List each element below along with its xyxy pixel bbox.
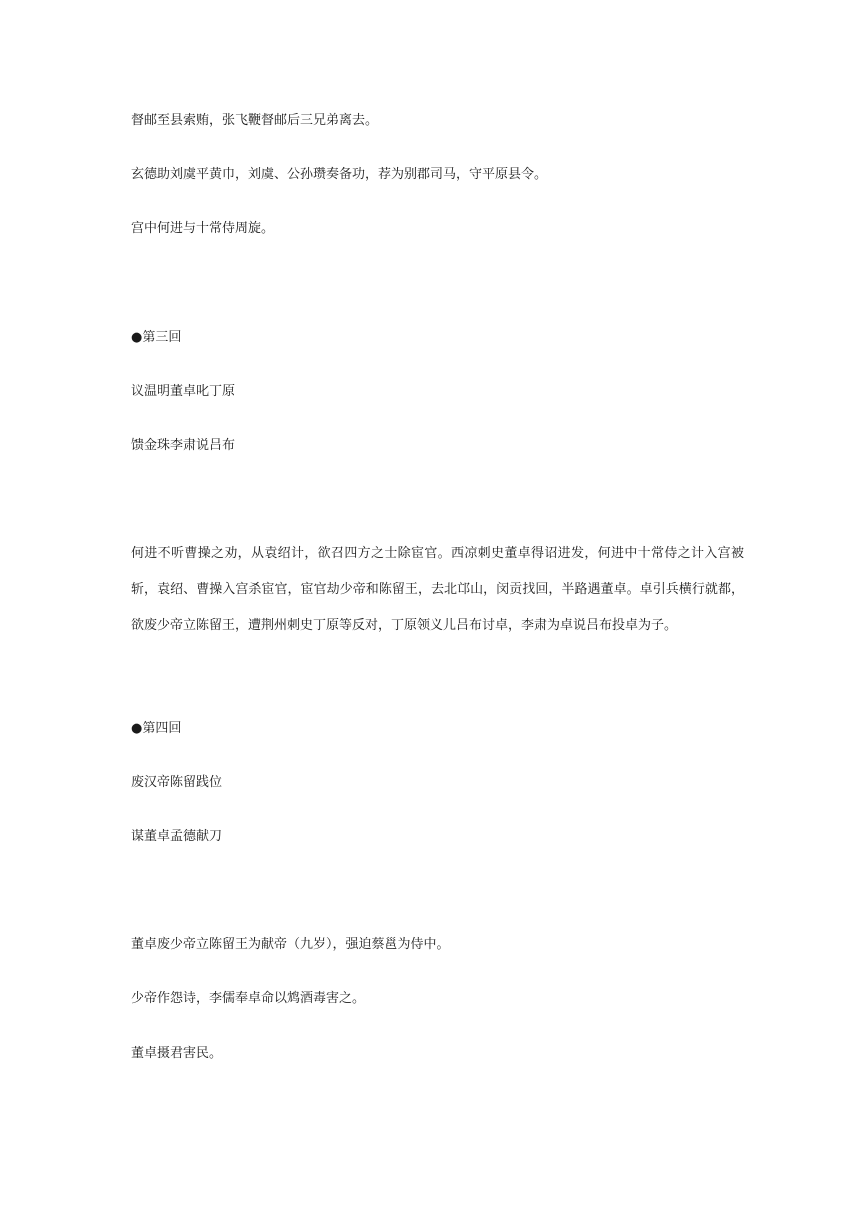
chapter-4-line-2: 少帝作怨诗，李儒奉卓命以鸩酒毒害之。 (131, 991, 366, 1006)
chapter-3-title-2: 馈金珠李肃说吕布 (131, 438, 236, 453)
text-line-3: 宫中何进与十常侍周旋。 (131, 221, 275, 236)
chapter-3-title-1: 议温明董卓叱丁原 (131, 384, 236, 399)
chapter-4-title-1: 废汉帝陈留践位 (131, 775, 223, 790)
chapter-4-line-3: 董卓摄君害民。 (131, 1046, 223, 1061)
chapter-4-title-2: 谋董卓孟德献刀 (131, 829, 223, 844)
chapter-4-line-1: 董卓废少帝立陈留王为献帝（九岁），强迫蔡邕为侍中。 (131, 937, 450, 952)
text-line-1: 督邮至县索贿，张飞鞭督邮后三兄弟离去。 (131, 113, 379, 128)
chapter-4-heading: ●第四回 (131, 721, 182, 736)
text-line-2: 玄德助刘虞平黄巾，刘虞、公孙瓒奏备功，荐为别郡司马，守平原县令。 (131, 167, 548, 182)
chapter-3-heading: ●第三回 (131, 330, 182, 345)
chapter-3-summary: 何进不听曹操之劝，从袁绍计，欲召四方之士除宦官。西凉刺史董卓得诏进发，何进中十常侍之计入宫被斩，袁绍、曹操入宫杀宦官，宦官劫少帝和陈留王，去北邙山，闵贡找回，半路遇董卓。卓引兵横行就都，欲废少帝立陈留王，遭荆州刺史丁原等反对，丁原领义儿吕布讨卓，李肃为卓说吕布投卓为子。 (131, 546, 744, 633)
